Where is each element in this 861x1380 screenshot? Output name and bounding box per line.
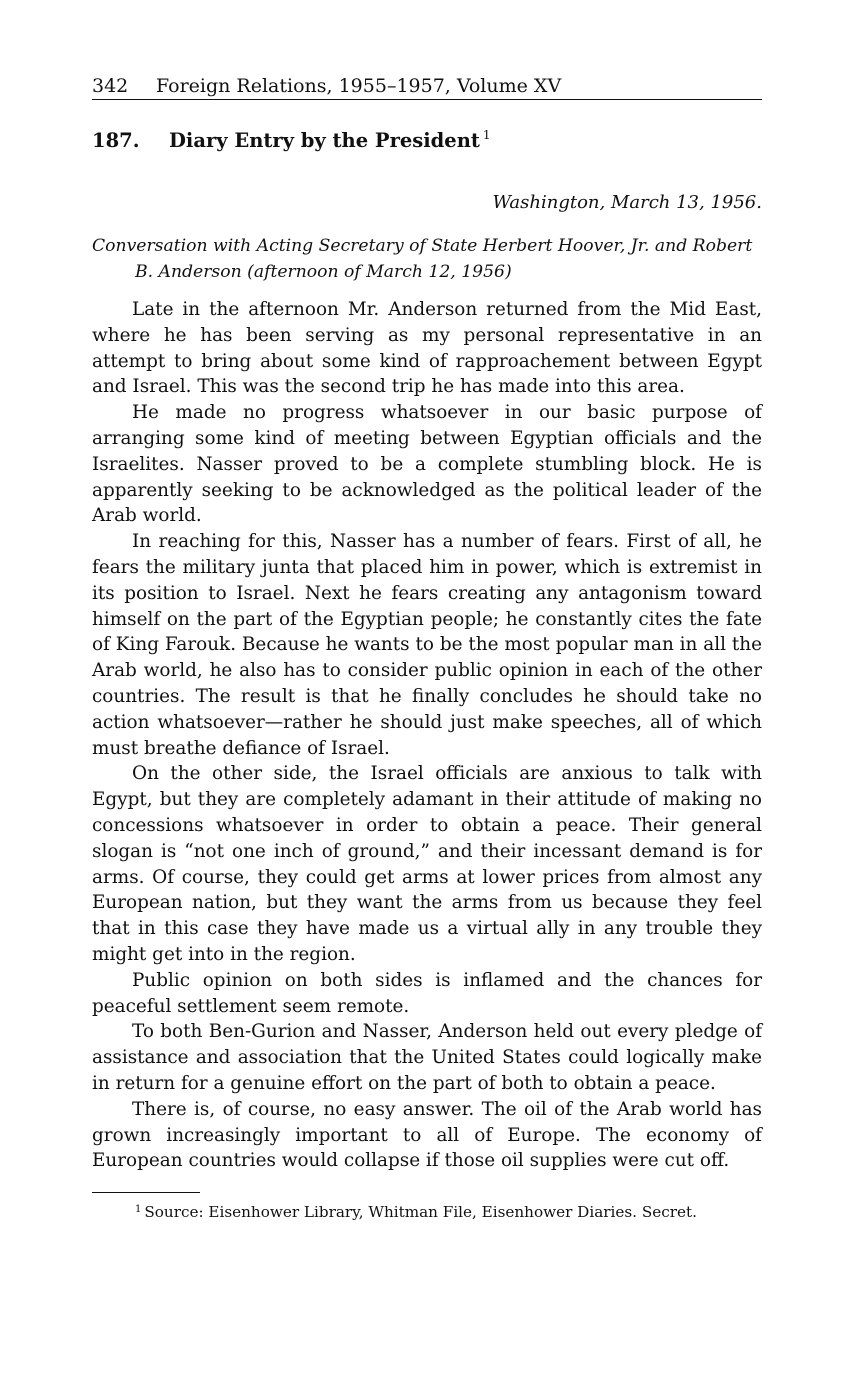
document-title: Diary Entry by the President xyxy=(169,129,480,152)
paragraph: To both Ben-Gurion and Nasser, Anderson held out every pledge of assistance and association that the United States could logically make in return for a genuine effort on the part of both to obtain a peace. xyxy=(92,1021,762,1094)
footnote-divider xyxy=(92,1192,200,1193)
paragraph: In reaching for this, Nasser has a number of fears. First of all, he fears the military junta that placed him in power, which is extremist in its position to Israel. Next he fears creating any antagonism toward himself on the part of the Egyptian people; he constantly cites the fate of King Farouk. Because he wants to be the most popular man in all the Arab world, he also has to consider public opinion in each of the other countries. The result is that he finally concludes he should take no action whatsoever—rather he should just make speeches, all of which must breathe defiance of Israel. xyxy=(92,531,762,759)
subject-line: Conversation with Acting Secretary of State Herbert Hoover, Jr. and Robert B. Anderson (afternoon of March 12, 1956) xyxy=(92,236,753,282)
footnote-reference: 1 xyxy=(482,128,491,142)
footnote-marker: 1 xyxy=(135,1204,142,1216)
body-text xyxy=(92,297,762,1174)
page-number: 342 xyxy=(92,75,129,97)
paragraph: He made no progress whatsoever in our basic purpose of arranging some kind of meeting between Egyptian officials and the Israelites. Nasser proved to be a complete stumbling block. He is apparently seeking to be acknowledged as the political leader of the Arab world. xyxy=(92,402,762,527)
paragraph: On the other side, the Israel officials are anxious to talk with Egypt, but they are completely adamant in their attitude of making no concessions whatsoever in order to obtain a peace. Their general slogan is “not one inch of ground,” and their incessant demand is for arms. Of course, they could get arms at lower prices from almost any European nation, but they want the arms from us because they feel that in this case they have made us a virtual ally in any trouble they might get into in the region. xyxy=(92,763,762,965)
footnote xyxy=(92,1199,762,1223)
document-heading xyxy=(92,122,762,154)
paragraph: Late in the afternoon Mr. Anderson returned from the Mid East, where he has been serving as my personal representative in an attempt to bring about some kind of rapproachement between Egypt and Israel. This was the second trip he has made into this area. xyxy=(92,299,762,398)
document-page xyxy=(92,74,762,1223)
dateline: Washington, March 13, 1956. xyxy=(492,192,762,213)
document-number: 187. xyxy=(92,129,140,152)
running-head xyxy=(92,74,762,100)
paragraph: Public opinion on both sides is inflamed and the chances for peaceful settlement seem remote. xyxy=(92,969,762,1017)
footnote-text: Source: Eisenhower Library, Whitman File, Eisenhower Diaries. Secret. xyxy=(144,1203,697,1222)
paragraph: There is, of course, no easy answer. The oil of the Arab world has grown increasingly important to all of Europe. The economy of European countries would collapse if those oil supplies were cut off. xyxy=(92,1098,762,1172)
volume-title: Foreign Relations, 1955–1957, Volume XV xyxy=(156,75,562,97)
